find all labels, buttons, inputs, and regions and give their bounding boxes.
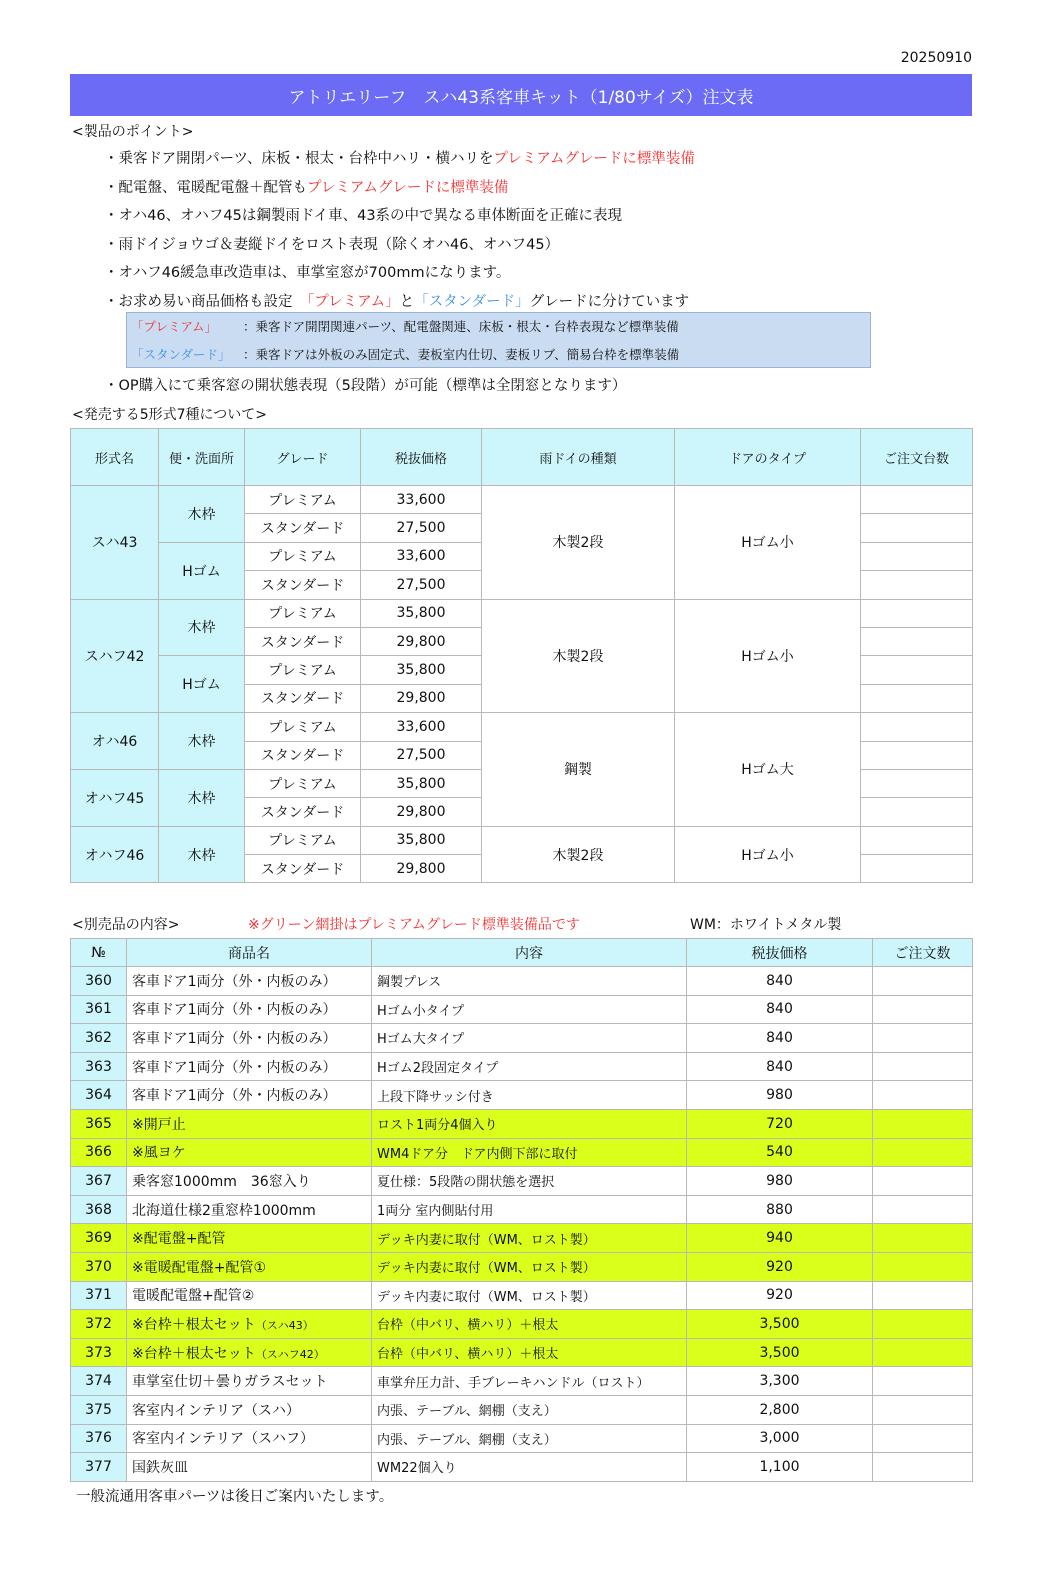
- part-name: ※開戸止: [127, 1109, 372, 1138]
- order-qty-cell[interactable]: [873, 1281, 973, 1310]
- table-row: スタンダード 29,800: [71, 798, 973, 826]
- part-number: 361: [71, 995, 127, 1024]
- part-content: Hゴム小タイプ: [372, 995, 687, 1024]
- order-qty-cell[interactable]: [873, 1310, 973, 1339]
- part-price: 840: [687, 995, 873, 1024]
- part-price: 880: [687, 1195, 873, 1224]
- part-name: 客車ドア1両分（外・内板のみ）: [127, 1081, 372, 1110]
- part-name: 電暖配電盤+配管②: [127, 1281, 372, 1310]
- order-qty-cell[interactable]: [873, 1224, 973, 1253]
- points-list: [104, 147, 964, 318]
- point-item: ・オハ46、オハフ45は鋼製雨ドイ車、43系の中で異なる車体断面を正確に表現: [104, 208, 623, 224]
- order-qty-cell[interactable]: [861, 599, 973, 627]
- models-header-row: 形式名 便・洗面所 グレード 税抜価格 雨ドイの種類 ドアのタイプ ご注文台数: [71, 429, 973, 486]
- part-content: 台枠（中バリ、横ハリ）＋根太: [372, 1310, 687, 1339]
- order-qty-cell[interactable]: [873, 1367, 973, 1396]
- part-content: 内張、テーブル、網棚（支え）: [372, 1395, 687, 1424]
- parts-highlight-note: ※グリーン網掛はプレミアムグレード標準装備品です: [248, 917, 580, 933]
- table-row: [71, 1395, 973, 1424]
- table-row: オハフ46 木枠 プレミアム 35,800 木製2段 Hゴム小: [71, 826, 973, 854]
- part-price: 2,800: [687, 1395, 873, 1424]
- op-note: ・OP購入にて乗客窓の開状態表現（5段階）が可能（標準は全閉窓となります）: [104, 378, 627, 394]
- table-row: スハ43 木枠 プレミアム 33,600 木製2段 Hゴム小: [71, 486, 973, 514]
- part-content: 夏仕様：5段階の開状態を選択: [372, 1167, 687, 1196]
- part-price: 720: [687, 1109, 873, 1138]
- order-qty-cell[interactable]: [873, 1138, 973, 1167]
- part-number: 372: [71, 1310, 127, 1339]
- part-name: 乗客窓1000mm 36窓入り: [127, 1167, 372, 1196]
- part-content: Hゴム2段固定タイプ: [372, 1052, 687, 1081]
- part-content: 1両分 室内側貼付用: [372, 1195, 687, 1224]
- part-content: 上段下降サッシ付き: [372, 1081, 687, 1110]
- table-row: [71, 1367, 973, 1396]
- part-price: 920: [687, 1252, 873, 1281]
- parts-table: [70, 938, 973, 1482]
- part-price: 840: [687, 967, 873, 996]
- part-content: WM22個入り: [372, 1453, 687, 1482]
- part-number: 375: [71, 1395, 127, 1424]
- order-qty-cell[interactable]: [873, 1024, 973, 1053]
- order-qty-cell[interactable]: [861, 514, 973, 542]
- part-number: 377: [71, 1453, 127, 1482]
- table-row: [71, 1281, 973, 1310]
- table-row: スタンダード 29,800: [71, 627, 973, 655]
- point-item: ・オハフ46緩急車改造車は、車掌室窓が700mmになります。: [104, 265, 511, 281]
- part-name: 客室内インテリア（スハフ）: [127, 1424, 372, 1453]
- model-name: オハ46: [71, 713, 159, 770]
- part-price: 3,500: [687, 1310, 873, 1339]
- part-number: 370: [71, 1252, 127, 1281]
- part-number: 368: [71, 1195, 127, 1224]
- table-row: [71, 967, 973, 996]
- part-name: ※配電盤+配管: [127, 1224, 372, 1253]
- part-number: 366: [71, 1138, 127, 1167]
- table-row: オハフ45 木枠 プレミアム 35,800: [71, 769, 973, 797]
- part-number: 360: [71, 967, 127, 996]
- model-name: スハ43: [71, 486, 159, 600]
- part-number: 374: [71, 1367, 127, 1396]
- part-price: 840: [687, 1024, 873, 1053]
- table-row: スタンダード 27,500: [71, 741, 973, 769]
- part-price: 3,000: [687, 1424, 873, 1453]
- part-content: デッキ内妻に取付（WM、ロスト製）: [372, 1281, 687, 1310]
- part-price: 940: [687, 1224, 873, 1253]
- part-number: 367: [71, 1167, 127, 1196]
- part-name: ※風ヨケ: [127, 1138, 372, 1167]
- point-item: ・配電盤、電暖配電盤＋配管もプレミアムグレードに標準装備: [104, 179, 509, 196]
- order-qty-cell[interactable]: [873, 1453, 973, 1482]
- parts-heading: <別売品の内容>: [72, 917, 180, 933]
- order-qty-cell[interactable]: [861, 571, 973, 599]
- parts-header-row: № 商品名 内容 税抜価格 ご注文数: [71, 939, 973, 967]
- order-qty-cell[interactable]: [873, 1081, 973, 1110]
- order-qty-cell[interactable]: [861, 855, 973, 883]
- part-content: WM4ドア分 ドア内側下部に取付: [372, 1138, 687, 1167]
- part-name: 客車ドア1両分（外・内板のみ）: [127, 1024, 372, 1053]
- table-row: [71, 995, 973, 1024]
- table-row: [71, 1424, 973, 1453]
- table-row: スタンダード 27,500: [71, 514, 973, 542]
- part-number: 376: [71, 1424, 127, 1453]
- part-number: 364: [71, 1081, 127, 1110]
- part-number: 365: [71, 1109, 127, 1138]
- standard-tag: 「スタンダード」: [131, 347, 231, 362]
- table-row: オハ46 木枠 プレミアム 33,600 鋼製 Hゴム大: [71, 713, 973, 741]
- part-price: 980: [687, 1081, 873, 1110]
- part-number: 362: [71, 1024, 127, 1053]
- part-number: 371: [71, 1281, 127, 1310]
- order-qty-cell[interactable]: [861, 741, 973, 769]
- table-row: Hゴム プレミアム 33,600: [71, 542, 973, 570]
- grade-line: ・お求め易い商品価格も設定 「プレミアム」と「スタンダード」グレードに分けています: [104, 293, 690, 310]
- part-content: 鋼製プレス: [372, 967, 687, 996]
- order-qty-cell[interactable]: [873, 1109, 973, 1138]
- order-qty-cell[interactable]: [861, 627, 973, 655]
- table-row: スタンダード 29,800: [71, 684, 973, 712]
- table-row: [71, 1024, 973, 1053]
- part-name: ※電暖配電盤+配管①: [127, 1252, 372, 1281]
- model-name: オハフ45: [71, 769, 159, 826]
- model-name: スハフ42: [71, 599, 159, 713]
- order-qty-cell[interactable]: [861, 798, 973, 826]
- part-number: 373: [71, 1338, 127, 1367]
- models-table: [70, 428, 973, 883]
- table-row: スタンダード 29,800: [71, 855, 973, 883]
- part-name: 客車ドア1両分（外・内板のみ）: [127, 1052, 372, 1081]
- point-item: ・乗客ドア開閉パーツ、床板・根太・台枠中ハリ・横ハリをプレミアムグレードに標準装備: [104, 151, 695, 167]
- part-content: 内張、テーブル、網棚（支え）: [372, 1424, 687, 1453]
- order-qty-cell[interactable]: [861, 684, 973, 712]
- table-row: [71, 1138, 973, 1167]
- order-qty-cell[interactable]: [873, 1195, 973, 1224]
- part-content: ロスト1両分4個入り: [372, 1109, 687, 1138]
- issue-date: 20250910: [900, 50, 972, 66]
- order-qty-cell[interactable]: [861, 486, 973, 514]
- part-content: デッキ内妻に取付（WM、ロスト製）: [372, 1252, 687, 1281]
- order-qty-cell[interactable]: [873, 1424, 973, 1453]
- part-name: 客車ドア1両分（外・内板のみ）: [127, 967, 372, 996]
- order-qty-cell[interactable]: [873, 967, 973, 996]
- table-row: Hゴム プレミアム 35,800: [71, 656, 973, 684]
- order-qty-cell[interactable]: [861, 542, 973, 570]
- order-qty-cell[interactable]: [873, 1052, 973, 1081]
- part-price: 980: [687, 1167, 873, 1196]
- order-qty-cell[interactable]: [861, 769, 973, 797]
- part-name: 北海道仕様2重窓枠1000mm: [127, 1195, 372, 1224]
- order-qty-cell[interactable]: [873, 1338, 973, 1367]
- order-qty-cell[interactable]: [873, 995, 973, 1024]
- table-row: スタンダード 27,500: [71, 571, 973, 599]
- table-row: [71, 1224, 973, 1253]
- table-row: [71, 1081, 973, 1110]
- part-content: 車掌弁圧力計、手ブレーキハンドル（ロスト）: [372, 1367, 687, 1396]
- part-name: ※台枠＋根太セット（スハフ42）: [127, 1338, 372, 1367]
- table-row: [71, 1109, 973, 1138]
- part-content: 台枠（中バリ、横ハリ）＋根太: [372, 1338, 687, 1367]
- table-row: [71, 1195, 973, 1224]
- part-content: デッキ内妻に取付（WM、ロスト製）: [372, 1224, 687, 1253]
- part-number: 363: [71, 1052, 127, 1081]
- footer-note: 一般流通用客車パーツは後日ご案内いたします。: [76, 1489, 394, 1505]
- table-row: [71, 1052, 973, 1081]
- part-price: 920: [687, 1281, 873, 1310]
- table-row: [71, 1453, 973, 1482]
- part-price: 540: [687, 1138, 873, 1167]
- part-price: 3,300: [687, 1367, 873, 1396]
- part-number: 369: [71, 1224, 127, 1253]
- premium-tag: 「プレミアム」: [131, 319, 218, 334]
- part-name: ※台枠＋根太セット（スハ43）: [127, 1310, 372, 1339]
- part-price: 1,100: [687, 1453, 873, 1482]
- order-qty-cell[interactable]: [861, 656, 973, 684]
- part-name: 客車ドア1両分（外・内板のみ）: [127, 995, 372, 1024]
- table-row: スハフ42 木枠 プレミアム 35,800 木製2段 Hゴム小: [71, 599, 973, 627]
- table-row: [71, 1338, 973, 1367]
- order-qty-cell[interactable]: [861, 826, 973, 854]
- grade-explanation-box: 「プレミアム」 ：乗客ドア開閉関連パーツ、配電盤関連、床板・根太・台枠表現など標準装備 「スタンダード」 ：乗客ドアは外板のみ固定式、妻板室内仕切、妻板リブ、簡易台枠を標準装備: [126, 312, 871, 368]
- part-content: Hゴム大タイプ: [372, 1024, 687, 1053]
- part-price: 840: [687, 1052, 873, 1081]
- order-qty-cell[interactable]: [873, 1395, 973, 1424]
- points-heading: <製品のポイント>: [72, 124, 194, 140]
- page-title: アトリエリーフ スハ43系客車キット（1/80サイズ）注文表: [70, 74, 972, 116]
- order-qty-cell[interactable]: [861, 713, 973, 741]
- order-qty-cell[interactable]: [873, 1252, 973, 1281]
- models-heading: <発売する5形式7種について>: [72, 407, 267, 423]
- table-row: [71, 1252, 973, 1281]
- model-name: オハフ46: [71, 826, 159, 883]
- part-name: 車掌室仕切＋曇りガラスセット: [127, 1367, 372, 1396]
- part-name: 国鉄灰皿: [127, 1453, 372, 1482]
- part-name: 客室内インテリア（スハ）: [127, 1395, 372, 1424]
- wm-note: WM：ホワイトメタル製: [690, 917, 842, 933]
- table-row: [71, 1310, 973, 1339]
- point-item: ・雨ドイジョウゴ＆妻縦ドイをロスト表現（除くオハ46、オハフ45）: [104, 236, 560, 253]
- part-price: 3,500: [687, 1338, 873, 1367]
- order-qty-cell[interactable]: [873, 1167, 973, 1196]
- table-row: [71, 1167, 973, 1196]
